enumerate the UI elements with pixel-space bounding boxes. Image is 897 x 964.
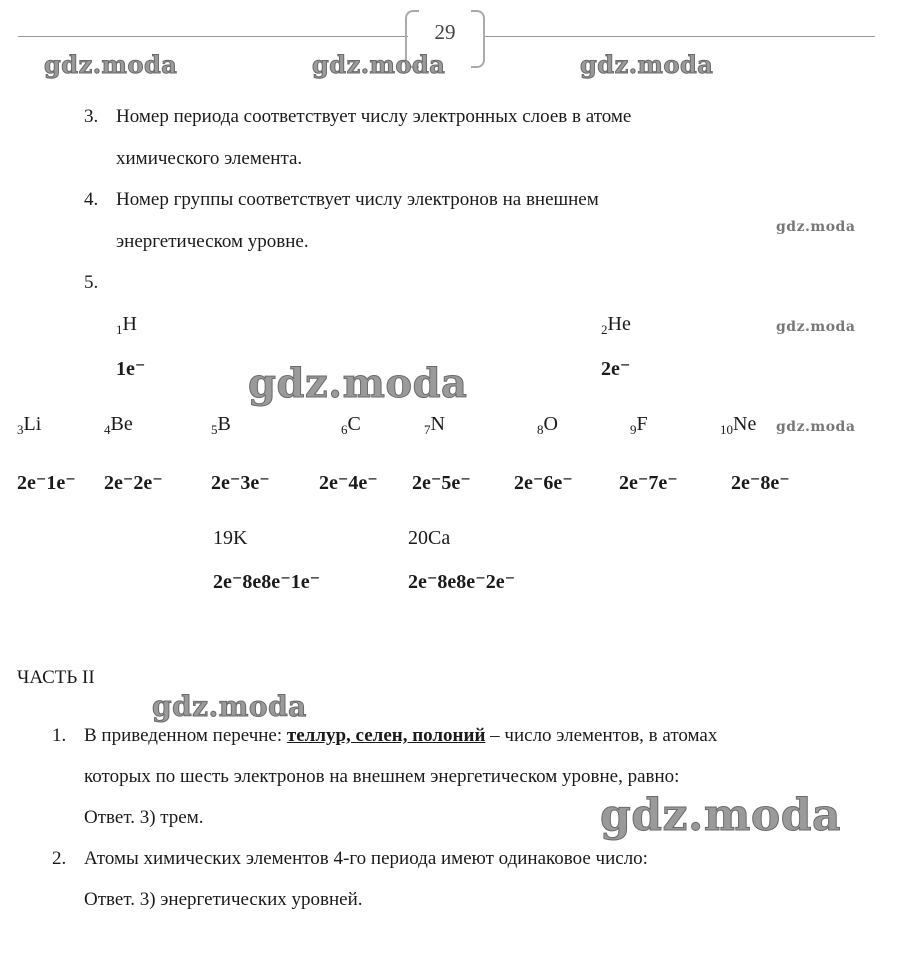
item-text: энергетическом уровне.	[116, 231, 309, 252]
element-symbol-o: $_8$O	[537, 413, 558, 437]
element-symbol-k: 19K	[213, 527, 248, 549]
header-rule-left	[18, 36, 408, 37]
item-text: Номер группы соответствует числу электронов на внешнем	[116, 189, 599, 210]
question-text: Атомы химических элементов 4-го периода имеют одинаковое число:	[84, 848, 648, 869]
question-number: 1.	[52, 725, 67, 746]
page-number: 29	[434, 20, 456, 44]
item-number: 5.	[84, 272, 99, 293]
element-symbol-h: $_1$H	[116, 313, 137, 337]
electron-config-o: 2e⁻6e⁻	[514, 472, 573, 494]
watermark: gdz.moda	[580, 50, 714, 79]
electron-config-c: 2e⁻4e⁻	[319, 472, 378, 494]
electron-config-k: 2e⁻8e8e⁻1e⁻	[213, 571, 321, 593]
electron-config-f: 2e⁻7e⁻	[619, 472, 678, 494]
electron-config-ne: 2e⁻8e⁻	[731, 472, 790, 494]
electron-config-li: 2e⁻1e⁻	[17, 472, 76, 494]
item-text: Номер периода соответствует числу электронных слоев в атоме	[116, 106, 632, 127]
element-symbol-c: $_6$C	[341, 413, 361, 437]
question-number: 2.	[52, 848, 67, 869]
watermark: gdz.moda	[600, 790, 842, 841]
electron-config-be: 2e⁻2e⁻	[104, 472, 163, 494]
watermark: gdz.moda	[44, 50, 178, 79]
question-text: В приведенном перечне: теллур, селен, полоний – число элементов, в атомах	[84, 725, 718, 746]
element-symbol-be: $_4$Be	[104, 413, 133, 437]
element-symbol-li: $_3$Li	[17, 413, 42, 437]
item-number: 3.	[84, 106, 99, 127]
answer-text: Ответ. 3) энергетических уровней.	[84, 889, 363, 910]
electron-config-b: 2e⁻3e⁻	[211, 472, 270, 494]
electron-config-ca: 2e⁻8e8e⁻2e⁻	[408, 571, 516, 593]
watermark: gdz.moda	[248, 360, 468, 407]
watermark: gdz.moda	[776, 419, 856, 435]
watermark: gdz.moda	[152, 690, 307, 723]
element-symbol-ca: 20Ca	[408, 527, 451, 549]
section-heading: ЧАСТЬ II	[17, 667, 95, 688]
answer-text: Ответ. 3) трем.	[84, 807, 204, 828]
element-symbol-n: $_7$N	[424, 413, 445, 437]
element-symbol-ne: $_{10}$Ne	[720, 413, 757, 437]
electron-config-h: 1e⁻	[116, 358, 146, 380]
watermark: gdz.moda	[776, 219, 856, 235]
electron-config-he: 2e⁻	[601, 358, 631, 380]
item-text: химического элемента.	[116, 148, 303, 169]
element-symbol-b: $_5$B	[211, 413, 231, 437]
electron-config-n: 2e⁻5e⁻	[412, 472, 471, 494]
question-text: которых по шесть электронов на внешнем энергетическом уровне, равно:	[84, 766, 680, 787]
element-symbol-f: $_9$F	[630, 413, 648, 437]
underlined-answer: теллур, селен, полоний	[286, 725, 486, 746]
item-number: 4.	[84, 189, 99, 210]
header-rule-right	[485, 36, 875, 37]
watermark: gdz.moda	[312, 50, 446, 79]
watermark: gdz.moda	[776, 319, 856, 335]
element-symbol-he: $_2$He	[601, 313, 631, 337]
